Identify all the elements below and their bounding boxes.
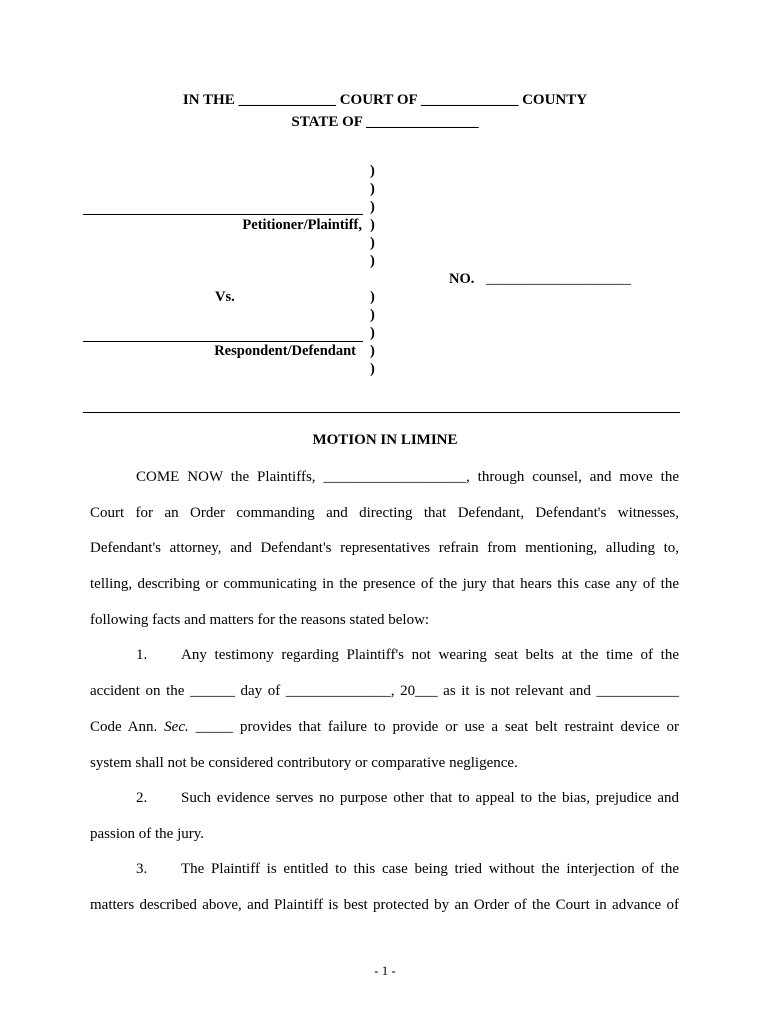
caption-separator-rule xyxy=(83,412,680,413)
code-ann-prefix: Code Ann. xyxy=(90,719,165,735)
item-number: 2. xyxy=(136,790,148,806)
intro-line: COME NOW the Plaintiffs, ___________________, through counsel, and move the xyxy=(136,469,679,485)
intro-line: following facts and matters for the reasons stated below: xyxy=(90,612,430,628)
code-ann-suffix: _____ provides that failure to provide or use a seat belt restraint device or xyxy=(188,719,679,735)
item-number: 3. xyxy=(136,861,148,877)
caption-paren: ) xyxy=(370,163,375,179)
caption-paren: ) xyxy=(370,217,375,233)
item-number: 1. xyxy=(136,647,148,663)
caption-paren: ) xyxy=(370,181,375,197)
item-line: system shall not be considered contributory or comparative negligence. xyxy=(90,755,518,771)
page-number: - 1 - xyxy=(374,963,396,978)
intro-line: Court for an Order commanding and directing that Defendant, Defendant's witnesses, xyxy=(90,505,679,521)
case-number-label: NO. xyxy=(449,271,475,287)
versus-label: Vs. xyxy=(215,289,235,305)
caption-paren: ) xyxy=(370,307,375,323)
item-line: Any testimony regarding Plaintiff's not wearing seat belts at the time of the xyxy=(181,647,679,663)
intro-line: telling, describing or communicating in the presence of the jury that hears this case any of the xyxy=(90,576,679,592)
case-number-blank: ____________________ xyxy=(486,271,631,287)
motion-title: MOTION IN LIMINE xyxy=(312,432,458,448)
caption-paren: ) xyxy=(370,343,375,359)
respondent-label: Respondent/Defendant xyxy=(214,343,356,359)
item-line: matters described above, and Plaintiff is best protected by an Order of the Court in advance of xyxy=(90,897,679,913)
state-header-line: STATE OF _______________ xyxy=(291,114,479,130)
item-line: passion of the jury. xyxy=(90,826,205,842)
item-line xyxy=(90,710,679,746)
item-line: accident on the ______ day of ______________, 20___ as it is not relevant and ___________ xyxy=(90,683,679,699)
intro-line: Defendant's attorney, and Defendant's representatives refrain from mentioning, alluding to, xyxy=(90,540,679,556)
caption-paren: ) xyxy=(370,325,375,341)
caption-paren: ) xyxy=(370,361,375,377)
caption-paren: ) xyxy=(370,235,375,251)
petitioner-label: Petitioner/Plaintiff, xyxy=(242,217,362,233)
code-section-italic: Sec. xyxy=(164,719,189,735)
caption-paren: ) xyxy=(370,289,375,305)
caption-paren: ) xyxy=(370,253,375,269)
item-line: The Plaintiff is entitled to this case being tried without the interjection of the xyxy=(181,861,679,877)
court-header-line: IN THE _____________ COURT OF _____________ COUNTY xyxy=(182,92,588,108)
respondent-name-line xyxy=(83,341,363,342)
petitioner-name-line xyxy=(83,214,363,215)
caption-paren: ) xyxy=(370,199,375,215)
item-line: Such evidence serves no purpose other that to appeal to the bias, prejudice and xyxy=(181,790,679,806)
